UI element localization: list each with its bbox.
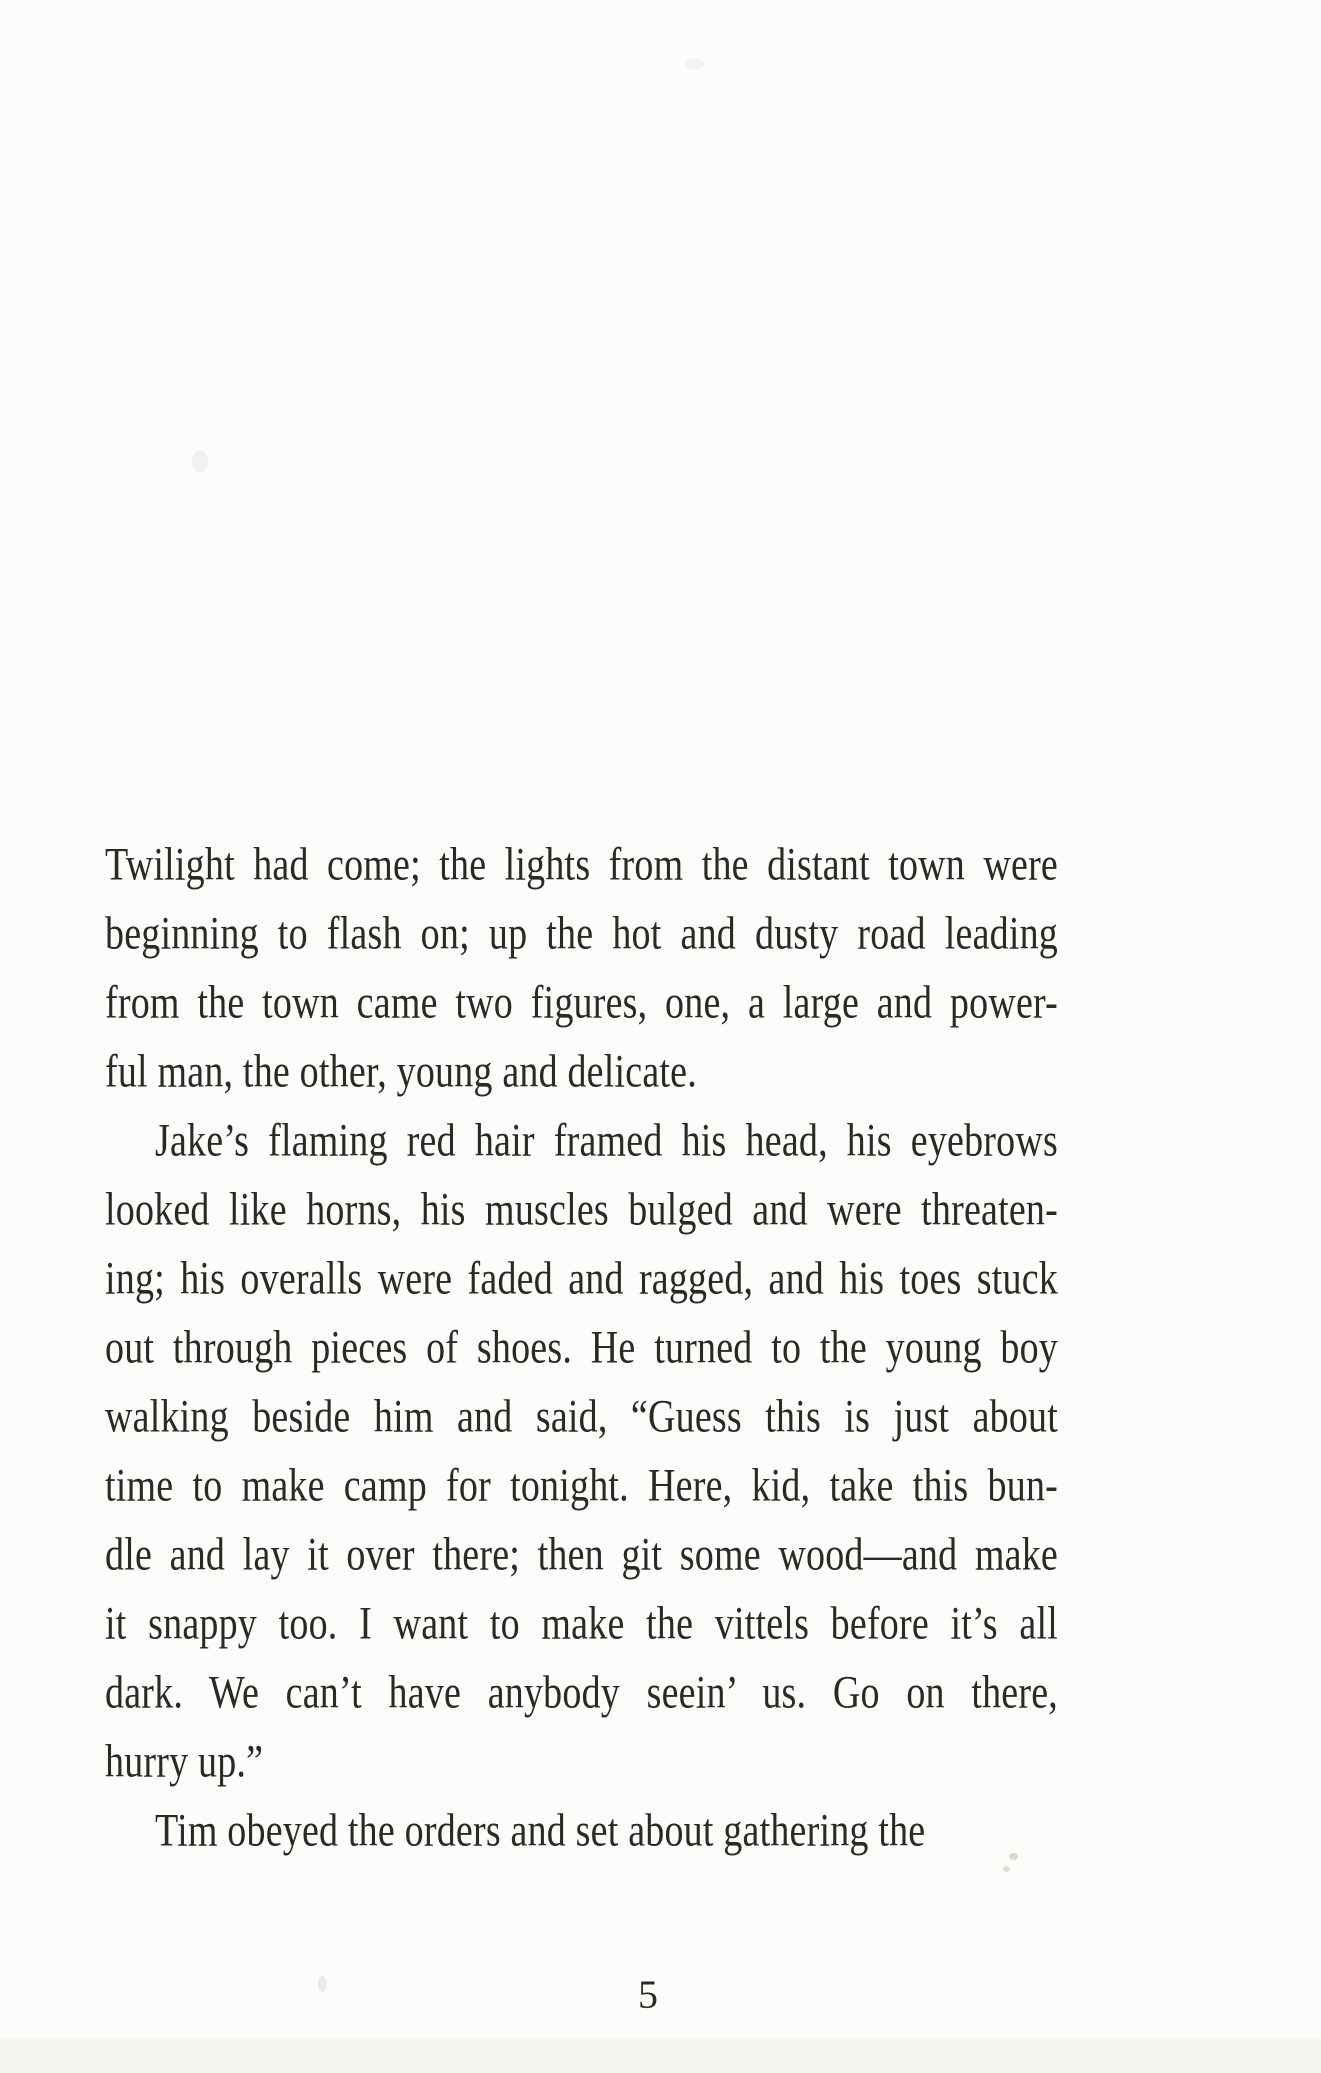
text-line: Twilight had come; the lights from the distant town were [105, 839, 1058, 891]
text-line: beginning to flash on; up the hot and dusty road leading [105, 908, 1058, 960]
text-line: from the town came two figures, one, a large and power- [105, 977, 1058, 1029]
body-text [105, 831, 1058, 1866]
text-line: dle and lay it over there; then git some wood—and make [105, 1529, 1058, 1581]
text-line: walking beside him and said, “Guess this is just about [105, 1391, 1058, 1443]
text-line: Jake’s flaming red hair framed his head, his eyebrows [155, 1115, 1058, 1167]
text-line: Tim obeyed the orders and set about gathering the [155, 1805, 926, 1857]
text-line: time to make camp for tonight. Here, kid, take this bun- [105, 1460, 1058, 1512]
page-number: 5 [638, 1972, 658, 2017]
scan-smudge [1003, 1866, 1010, 1872]
text-line: out through pieces of shoes. He turned to the young boy [105, 1322, 1058, 1374]
text-line: it snappy too. I want to make the vittels before it’s all [105, 1598, 1058, 1650]
text-line: ful man, the other, young and delicate. [105, 1046, 697, 1098]
scan-smudge [686, 58, 704, 70]
scan-smudge [1009, 1853, 1018, 1860]
text-line: looked like horns, his muscles bulged and were threaten- [105, 1184, 1058, 1236]
text-line: hurry up.” [105, 1736, 264, 1788]
scan-smudge [318, 1976, 327, 1992]
scan-smudge [192, 450, 208, 472]
scan-edge-band [0, 2038, 1321, 2073]
text-line: dark. We can’t have anybody seein’ us. Go on there, [105, 1667, 1058, 1719]
text-line: ing; his overalls were faded and ragged, and his toes stuck [105, 1253, 1058, 1305]
